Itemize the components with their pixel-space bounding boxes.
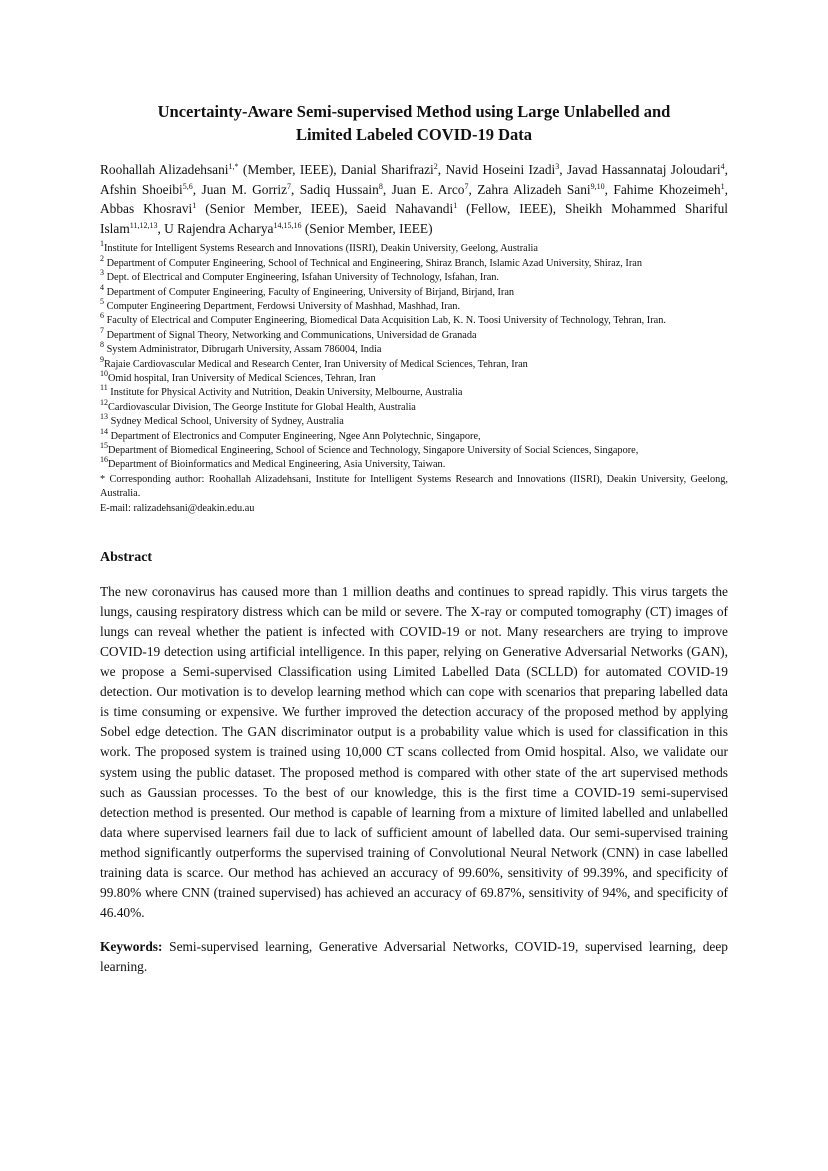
affiliation-number: 15 (100, 441, 108, 451)
affiliation-item (100, 311, 728, 328)
author-name: Abbas Khosravi (100, 201, 193, 217)
affiliation-number: 6 (100, 311, 104, 321)
author-affiliation-marker: 5,6 (182, 181, 193, 191)
author-affiliation-marker: 8 (378, 181, 383, 191)
affiliation-number: 1 (100, 239, 104, 249)
author-note: , (291, 181, 300, 197)
author-name: U Rajendra Acharya (164, 220, 274, 236)
author-affiliation-marker: 2 (433, 162, 438, 171)
affiliation-text: Department of Signal Theory, Networking and Communications, Universidad de Granada (104, 329, 477, 341)
affiliation-item (100, 441, 728, 458)
affiliation-number: 11 (100, 383, 108, 393)
author-note: , (192, 181, 202, 197)
affiliation-item (100, 354, 728, 372)
affiliation-number: 9 (100, 354, 104, 364)
affiliation-text: Rajaie Cardiovascular Medical and Research Center, Iran University of Medical Sciences, Tehran, Iran (104, 358, 528, 370)
affiliation-text: System Administrator, Dibrugarh University, Assam 786004, India (104, 344, 382, 356)
keywords-label: Keywords: (100, 938, 163, 954)
affiliation-text: Institute for Intelligent Systems Research and Innovations (IISRI), Deakin University, Geelong, Australia (104, 243, 538, 255)
author-name: Juan E. Arco (391, 181, 465, 197)
title-line-2: Limited Labeled COVID-19 Data (295, 125, 533, 144)
affiliation-number: 13 (100, 412, 108, 422)
author-name: Sheikh Mohammed Shariful Islam (100, 201, 728, 236)
affiliation-item (100, 253, 728, 271)
affiliation-text: Department of Computer Engineering, Faculty of Engineering, University of Birjand, Birjand, Iran (104, 286, 515, 298)
affiliation-number: 5 (100, 297, 104, 306)
paper-page (100, 100, 728, 977)
author-affiliation-marker: 7 (287, 181, 292, 191)
author-affiliation-marker: 11,12,13 (129, 220, 158, 230)
author-name: Roohallah Alizadehsani (100, 162, 229, 177)
corresponding-author: * Corresponding author: Roohallah Alizadehsani, Institute for Intelligent Systems Research and Innovations (IISRI), Deakin University, Geelong, Australia. (100, 473, 728, 500)
author-note: , (604, 181, 614, 197)
author-affiliation-marker: 14,15,16 (273, 220, 302, 230)
affiliation-text: Cardiovascular Division, The George Institute for Global Health, Australia (108, 401, 416, 413)
affiliation-item (100, 412, 728, 429)
keywords (100, 937, 728, 977)
title-line-1: Uncertainty-Aware Semi-supervised Method using Large Unlabelled and (157, 102, 671, 121)
author-name: Javad Hassannataj Joloudari (566, 162, 721, 177)
author-name: Sadiq Hussain (299, 181, 379, 197)
author-list (100, 160, 728, 238)
affiliation-item (100, 325, 728, 343)
author-note: , (724, 181, 729, 197)
affiliation-number: 4 (100, 282, 104, 292)
author-note: (Senior Member, IEEE), (196, 201, 357, 217)
affiliation-text: Department of Electronics and Computer Engineering, Ngee Ann Polytechnic, Singapore, (108, 430, 481, 442)
author-name: Danial Sharifrazi (340, 162, 434, 177)
affiliation-item (100, 383, 728, 400)
affiliation-text: Department of Biomedical Engineering, School of Science and Technology, Singapore University of Social Sciences, Singapore, (108, 445, 639, 457)
author-affiliation-marker: 9,10 (590, 181, 605, 191)
affiliation-text: Omid hospital, Iran University of Medical Sciences, Tehran, Iran (108, 373, 376, 385)
author-note: , (382, 181, 392, 197)
author-note: (Member, IEEE), (238, 162, 341, 177)
author-affiliation-marker: 1 (720, 181, 725, 191)
abstract-heading: Abstract (100, 550, 153, 566)
author-affiliation-marker: 1 (192, 201, 197, 211)
paper-title (100, 100, 728, 146)
author-note: , (437, 162, 446, 177)
author-note: (Fellow, IEEE), (457, 201, 566, 217)
affiliation-list (100, 239, 728, 473)
affiliation-number: 10 (100, 369, 108, 379)
affiliation-item (100, 268, 728, 285)
affiliation-text: Dept. of Electrical and Computer Engineering, Isfahan University of Technology, Isfahan, Iran. (104, 272, 500, 284)
affiliation-text: Computer Engineering Department, Ferdowsi University of Mashhad, Mashhad, Iran. (104, 301, 461, 312)
author-note: , (724, 162, 728, 177)
author-note: , (559, 162, 567, 177)
author-name: Fahime Khozeimeh (613, 181, 721, 197)
author-affiliation-marker: 3 (555, 162, 560, 171)
affiliation-number: 16 (100, 455, 108, 465)
affiliation-item (100, 426, 728, 444)
affiliation-item (100, 282, 728, 300)
affiliation-number: 7 (100, 325, 104, 335)
author-name: Juan M. Gorriz (201, 181, 288, 197)
affiliation-text: Faculty of Electrical and Computer Engineering, Biomedical Data Acquisition Lab, K. N. Toosi University of Technology, Tehran, Iran. (104, 315, 666, 327)
author-name: Saeid Nahavandi (356, 201, 454, 217)
affiliation-text: Department of Computer Engineering, School of Technical and Engineering, Shiraz Branch, Islamic Azad University, Shiraz, Iran (104, 257, 642, 269)
author-affiliation-marker: 1 (453, 201, 458, 211)
affiliation-item (100, 340, 728, 357)
affiliation-number: 12 (100, 397, 108, 407)
author-affiliation-marker: 4 (720, 162, 725, 171)
keywords-text: Semi-supervised learning, Generative Adversarial Networks, COVID-19, supervised learning, deep learning. (100, 938, 728, 974)
affiliation-item (100, 239, 728, 256)
email-line: E-mail: ralizadehsani@deakin.edu.au (100, 502, 255, 514)
affiliation-number: 14 (100, 426, 108, 436)
affiliation-text: Institute for Physical Activity and Nutrition, Deakin University, Melbourne, Australia (107, 387, 463, 399)
author-affiliation-marker: 1,* (228, 162, 239, 171)
affiliation-item (100, 369, 728, 386)
affiliation-number: 8 (100, 340, 104, 350)
affiliation-number: 2 (100, 253, 104, 263)
affiliation-item (100, 297, 728, 314)
author-name: Navid Hoseini Izadi (445, 162, 556, 177)
author-note: , (468, 181, 478, 197)
author-name: Zahra Alizadeh Sani (477, 181, 591, 197)
author-note: (Senior Member, IEEE) (301, 220, 433, 236)
author-affiliation-marker: 7 (464, 181, 469, 191)
abstract-text: The new coronavirus has caused more than 1 million deaths and continues to spread rapidly. This virus targets the lungs, causing respiratory distress which can be mild or severe. The X-ray or computed tomography (CT) images of lungs can reveal whether the patient is infected with COVID-19 or not. Many researchers are trying to improve COVID-19 detection using artificial intelligence. In this paper, relying on Generative Adversarial Networks (GAN), we propose a Semi-supervised Classification using Limited Labelled Data (SCLLD) for automated COVID-19 detection. Our motivation is to develop learning method which can cope with scenarios that preparing labelled data is time consuming or expensive. We further improved the detection accuracy of the proposed method by applying Sobel edge detection. The GAN discriminator output is a probability value which is used for classification in this work. The proposed system is trained using 10,000 CT scans collected from Omid hospital. Also, we validate our system using the public dataset. The proposed method is compared with other state of the art supervised methods such as Gaussian processes. To the best of our knowledge, this is the first time a COVID-19 semi-supervised detection method is presented. Our method is capable of learning from a mixture of limited labelled and unlabelled data where supervised learners fail due to lack of sufficient amount of labelled data. Our semi-supervised training method significantly outperforms the supervised training of Convolutional Neural Network (CNN) in case labelled training data is scarce. Our method has achieved an accuracy of 99.60%, sensitivity of 99.39%, and specificity of 99.80% where CNN (trained supervised) has achieved an accuracy of 69.87%, sensitivity of 94%, and specificity of 46.40%. (100, 584, 728, 920)
affiliation-item (100, 397, 728, 415)
affiliation-number: 3 (100, 268, 104, 278)
author-note: , (157, 220, 165, 236)
affiliation-item (100, 455, 728, 472)
affiliation-text: Sydney Medical School, University of Sydney, Australia (108, 416, 344, 428)
author-name: Afshin Shoeibi (100, 181, 183, 197)
affiliation-text: Department of Bioinformatics and Medical Engineering, Asia University, Taiwan. (108, 459, 446, 471)
